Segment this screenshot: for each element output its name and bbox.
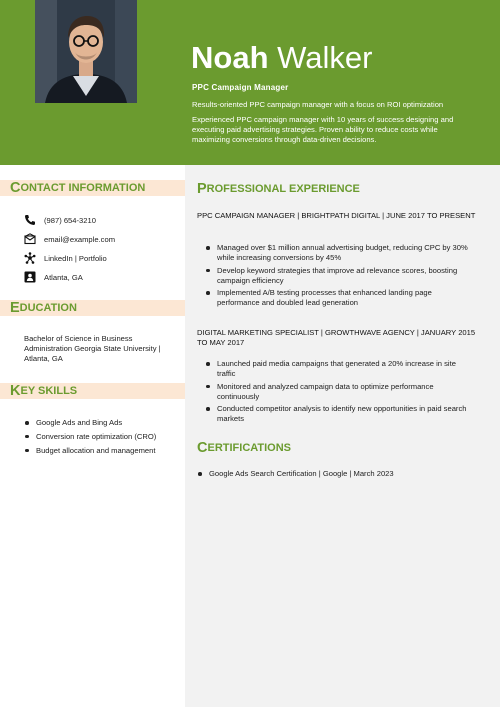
list-item: Launched paid media campaigns that generated a 20% increase in site traffic (205, 359, 475, 379)
education-entry: Bachelor of Science in Business Administration Georgia State University | Atlanta, GA (24, 334, 161, 363)
last-name: Walker (277, 40, 373, 75)
candidate-name (191, 42, 372, 73)
job-1-bullets (205, 243, 475, 308)
list-item: Monitored and analyzed campaign data to optimize performance continuously (205, 382, 475, 402)
job-title-1: PPC CAMPAIGN MANAGER | BRIGHTPATH DIGITAL | JUNE 2017 TO PRESENT (197, 211, 476, 220)
certifications-heading: C ERTIFICATIONS (197, 440, 291, 456)
summary: Experienced PPC campaign manager with 10 years of success designing and executing paid advertising strategies. Proven ability to reduce costs while maximizing conversions through data-driven decisions. (192, 115, 454, 144)
profile-photo (35, 0, 137, 103)
first-name: Noah (191, 40, 269, 75)
contact-email[interactable]: email@example.com (24, 232, 115, 246)
certifications-list (197, 469, 477, 479)
list-item: Budget allocation and management (24, 446, 179, 456)
phone-icon (24, 214, 36, 226)
skills-list (24, 418, 179, 456)
list-item: Implemented A/B testing processes that enhanced landing page performance and doubled lead generation (205, 288, 475, 308)
contact-heading: C ONTACT INFORMATION (0, 180, 185, 196)
network-icon (24, 252, 36, 264)
contact-location[interactable]: Atlanta, GA (24, 270, 83, 284)
skills-heading: K EY SKILLS (0, 383, 185, 399)
header-banner (0, 0, 500, 165)
list-item: Managed over $1 million annual advertising budget, reducing CPC by 30% while increasing conversions by 45% (205, 243, 475, 263)
email-icon (24, 233, 36, 245)
list-item: Conducted competitor analysis to identify new opportunities in paid search markets (205, 404, 475, 424)
job-title: PPC Campaign Manager (192, 83, 289, 92)
list-item: Google Ads Search Certification | Google | March 2023 (197, 469, 477, 479)
job-2-bullets (205, 359, 475, 424)
experience-heading: P ROFESSIONAL EXPERIENCE (197, 181, 360, 197)
location-icon (24, 271, 36, 283)
tagline: Results-oriented PPC campaign manager with a focus on ROI optimization (192, 100, 444, 109)
contact-phone[interactable]: (987) 654-3210 (24, 213, 96, 227)
list-item: Conversion rate optimization (CRO) (24, 432, 179, 442)
contact-links[interactable]: LinkedIn | Portfolio (24, 251, 107, 265)
list-item: Develop keyword strategies that improve ad relevance scores, boosting campaign efficiency (205, 266, 475, 286)
education-heading: E DUCATION (0, 300, 185, 316)
job-title-2: DIGITAL MARKETING SPECIALIST | GROWTHWAVE AGENCY | JANUARY 2015 TO MAY 2017 (197, 328, 476, 347)
list-item: Google Ads and Bing Ads (24, 418, 179, 428)
